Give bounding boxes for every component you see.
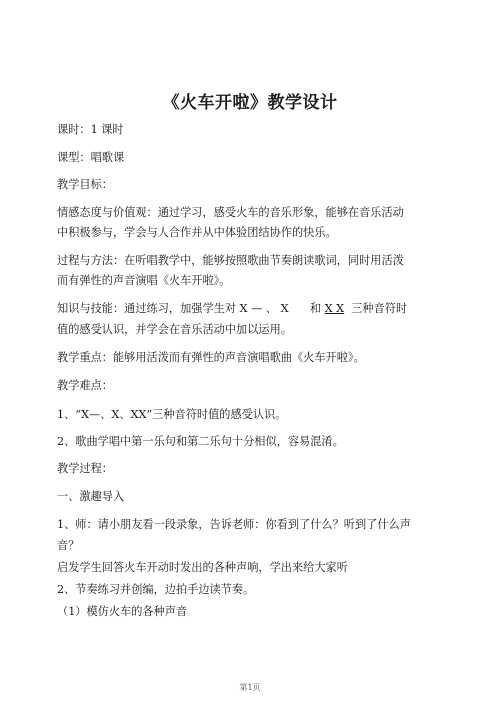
- text-line: 一、激趣导入: [57, 490, 125, 503]
- text-line: 过程与方法：在听唱教学中，能够按照歌曲节奏朗读歌词，同时用活泼: [57, 254, 404, 267]
- document-title: 《火车开啦》教学设计: [162, 93, 338, 113]
- text-line: 课时：1 课时: [57, 123, 124, 136]
- text-line: 教学重点：能够用活泼而有弹性的声音演唱歌曲《火车开啦》。: [57, 351, 365, 364]
- text-line: 1、“X—、X、XX”三种音符时值的感受认识。: [57, 408, 287, 421]
- text-line: （1）模仿火车的各种声音: [57, 605, 188, 618]
- text-line: 教学难点：: [57, 379, 113, 392]
- underlined-notation: X X: [324, 302, 345, 315]
- text-line: 启发学生回答火车开动时发出的各种声响，学出来给大家听: [57, 561, 348, 574]
- text-line: 音？: [57, 539, 80, 552]
- page-number: 第1页: [239, 683, 261, 692]
- text-line: 值的感受认识，并学会在音乐活动中加以运用。: [57, 323, 292, 336]
- text-line: 教学过程：: [57, 462, 113, 475]
- text-line: 课型：唱歌课: [57, 151, 125, 164]
- text-line: 教学目标：: [57, 178, 113, 191]
- text-line: 2、节奏练习并创编，边拍手边读节奏。: [57, 583, 255, 596]
- text-line: 情感态度与价值观：通过学习，感受火车的音乐形象，能够在音乐活动: [57, 206, 404, 219]
- text-line: [57, 301, 457, 317]
- text-line: 2、歌曲学唱中第一乐句和第二乐句十分相似，容易混淆。: [57, 435, 344, 448]
- text-segment: 三种音符时: [344, 302, 408, 315]
- text-line: 而有弹性的声音演唱《火车开啦》。: [57, 274, 231, 287]
- text-line: 1、师：请小朋友看一段录象，告诉老师：你看到了什么？听到了什么声: [57, 518, 411, 531]
- text-line: 中积极参与，学会与人合作并从中体验团结协作的快乐。: [57, 226, 337, 239]
- text-segment: 知识与技能：通过练习，加强学生对 X — 、 X 和: [57, 302, 325, 315]
